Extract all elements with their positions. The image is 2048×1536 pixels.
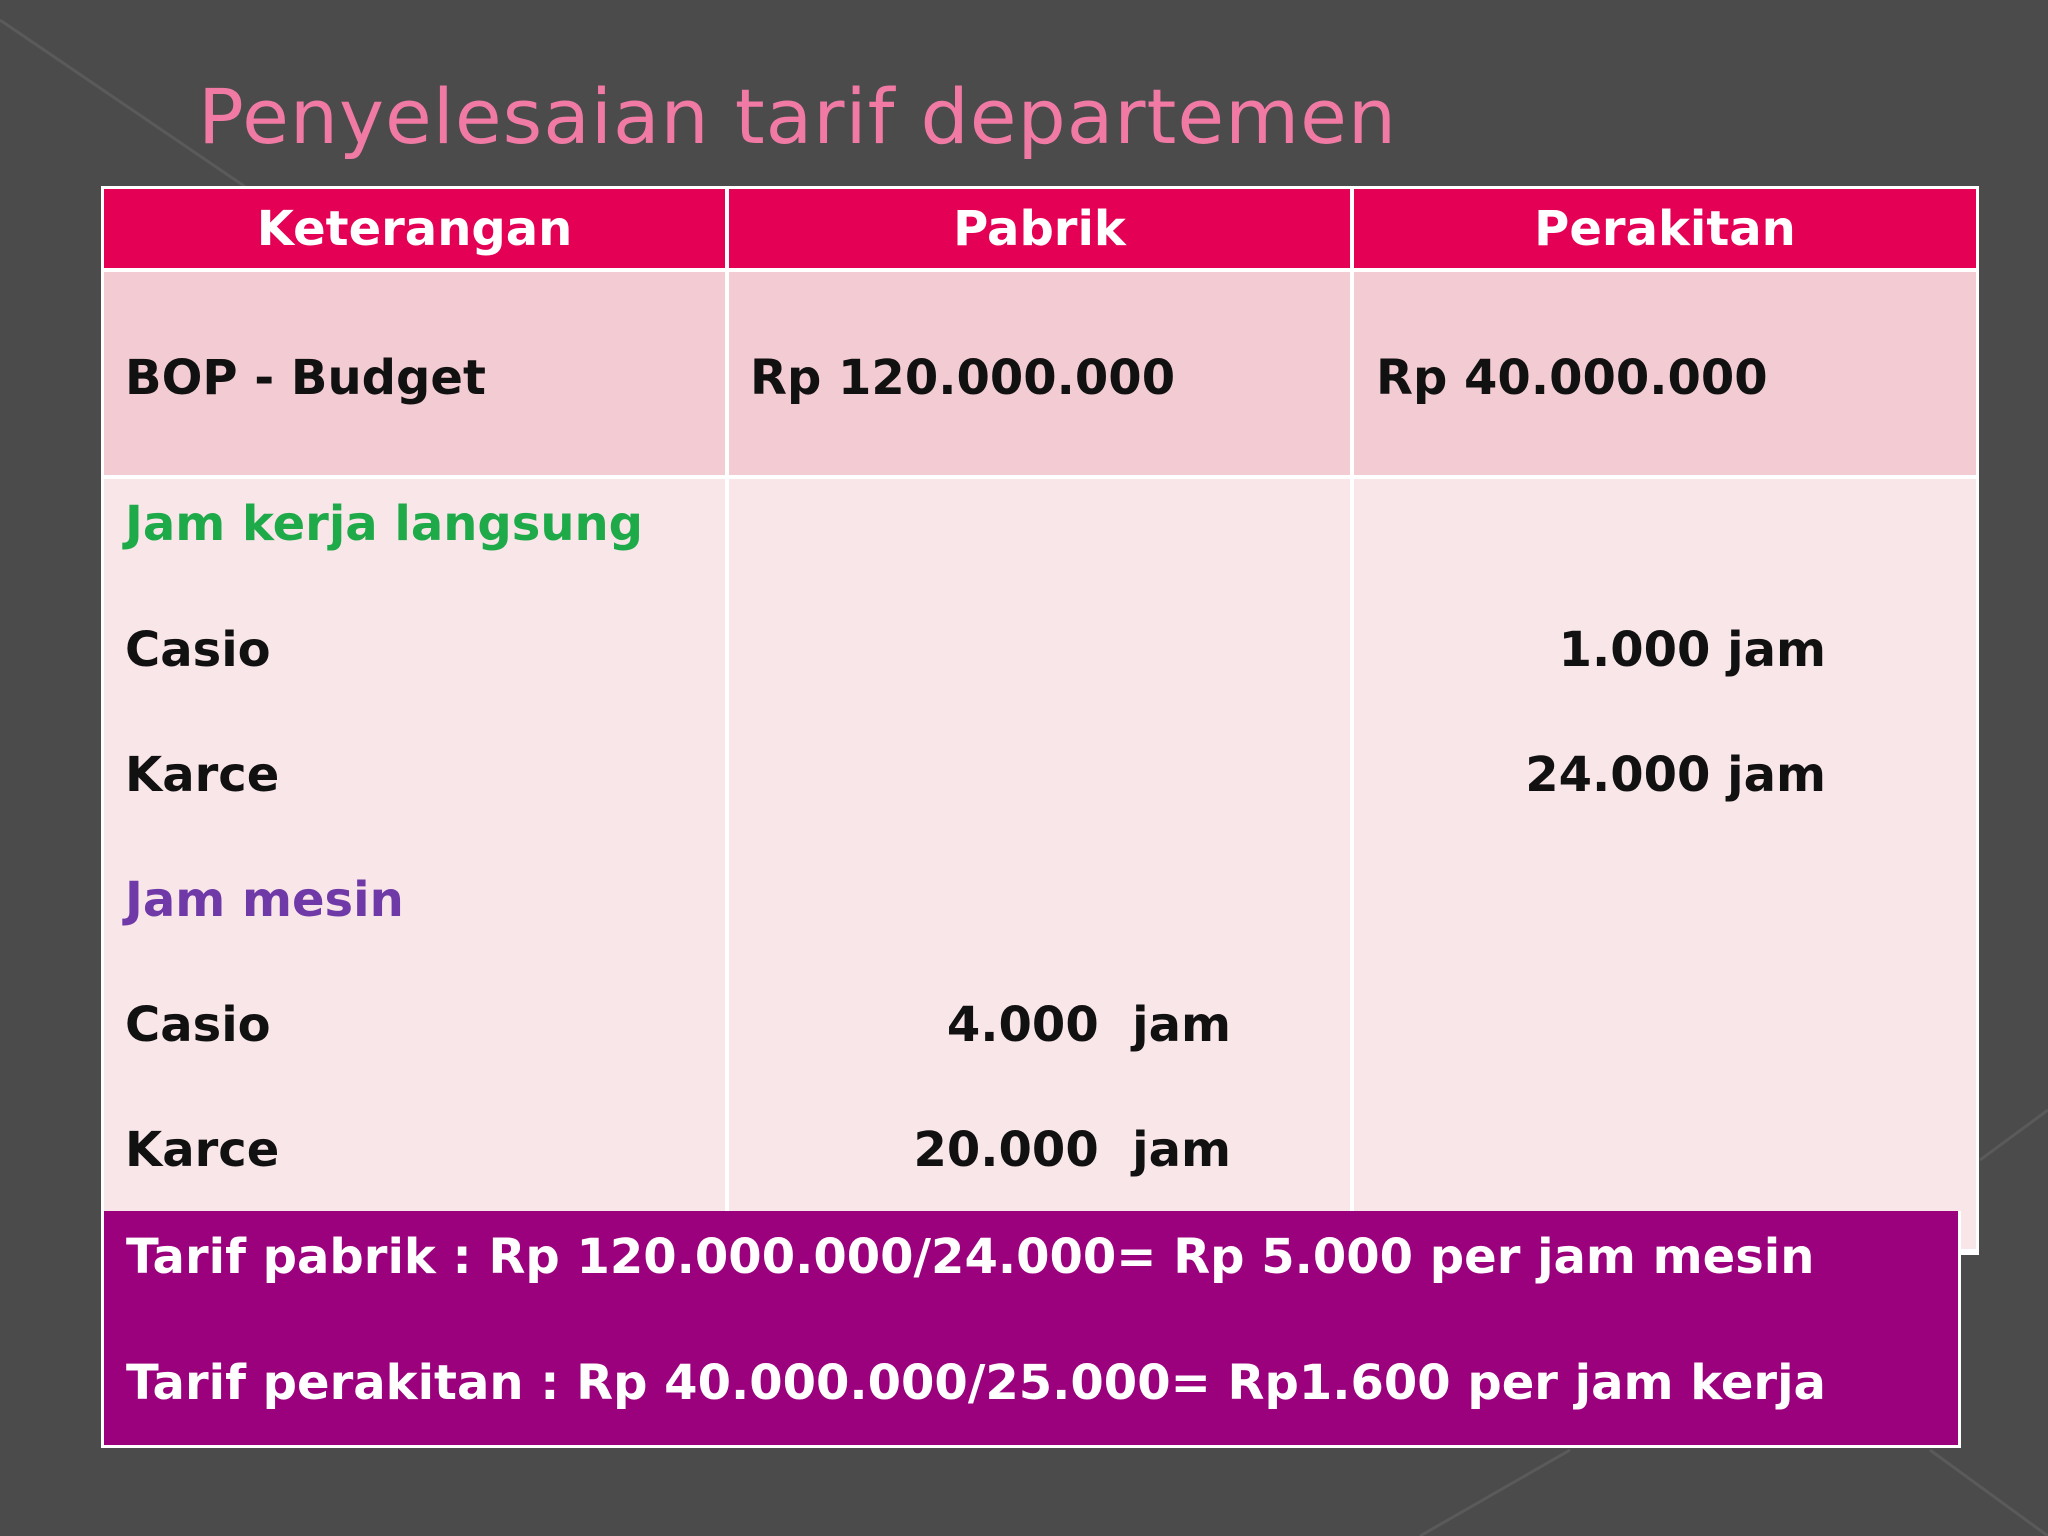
machine-hours-casio-label: Casio <box>125 997 271 1053</box>
header-keterangan <box>104 189 725 268</box>
budget-perakitan: Rp 40.000.000 <box>1376 350 1768 406</box>
machine-hours-karce-pabrik: 20.000 jam <box>913 1122 1231 1178</box>
tariff-summary-box <box>101 1211 1961 1448</box>
header-perakitan <box>1354 189 1976 268</box>
slide-title: Penyelesaian tarif departemen <box>198 72 1398 161</box>
direct-labor-casio-label: Casio <box>125 622 271 678</box>
body-cell-perakitan <box>1354 479 1976 1249</box>
direct-labor-heading: Jam kerja langsung <box>125 496 644 552</box>
machine-hours-karce-label: Karce <box>125 1122 280 1178</box>
header-keterangan-label: Keterangan <box>256 200 573 257</box>
tariff-pabrik-line: Tarif pabrik : Rp 120.000.000/24.000= Rp 5.000 per jam mesin <box>126 1229 1815 1285</box>
machine-hours-casio-pabrik: 4.000 jam <box>946 997 1231 1053</box>
budget-pabrik: Rp 120.000.000 <box>750 350 1176 406</box>
tariff-perakitan-line: Tarif perakitan : Rp 40.000.000/25.000= Rp1.600 per jam kerja <box>126 1355 1826 1411</box>
budget-label: BOP - Budget <box>125 350 486 406</box>
direct-labor-casio-perakitan: 1.000 jam <box>1558 622 1826 678</box>
rate-table <box>101 186 1979 1255</box>
header-perakitan-label: Perakitan <box>1534 200 1796 257</box>
direct-labor-karce-perakitan: 24.000 jam <box>1525 747 1826 803</box>
header-pabrik-label: Pabrik <box>953 200 1126 257</box>
direct-labor-karce-label: Karce <box>125 747 280 803</box>
header-pabrik <box>729 189 1350 268</box>
machine-hours-heading: Jam mesin <box>125 872 404 928</box>
